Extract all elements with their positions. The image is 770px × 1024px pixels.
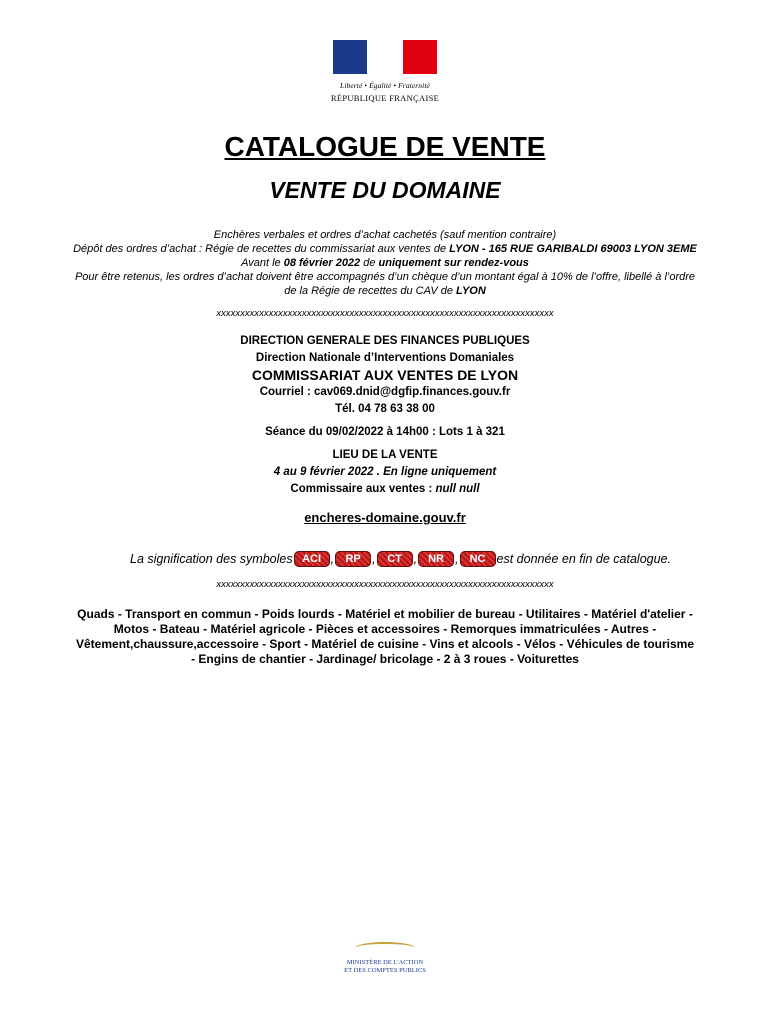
email-contact: Courriel : cav069.dnid@dgfip.finances.gouv.fr xyxy=(259,386,511,398)
intro-line-3: Avant le 08 février 2022 de uniquement sur rendez-vous xyxy=(241,257,529,269)
separator: xxxxxxxxxxxxxxxxxxxxxxxxxxxxxxxxxxxxxxxxxxxxxxxxxxxxxxxxxxxxxxxxxxxxxxx xyxy=(216,308,554,319)
badge-rp: RP xyxy=(335,551,371,567)
republique-francaise-label: RÉPUBLIQUE FRANÇAISE xyxy=(330,93,440,103)
lieu-block xyxy=(0,447,770,498)
categories-line: Motos - Bateau - Matériel agricole - Pièces et accessoires - Remorques immatriculées - Autres - xyxy=(113,622,657,636)
lieu-heading: LIEU DE LA VENTE xyxy=(332,449,438,461)
badge-ct: CT xyxy=(377,551,413,567)
ministere-line-2: ET DES COMPTES PUBLICS xyxy=(344,967,426,974)
categories-line: - Engins de chantier - Jardinage/ bricolage - 2 à 3 roues - Voiturettes xyxy=(191,652,579,666)
marianne-flag-icon xyxy=(333,40,437,74)
commissariat-heading: COMMISSARIAT AUX VENTES DE LYON xyxy=(251,367,519,383)
separator-2: xxxxxxxxxxxxxxxxxxxxxxxxxxxxxxxxxxxxxxxxxxxxxxxxxxxxxxxxxxxxxxxxxxxxxxx xyxy=(216,579,554,590)
categories-list xyxy=(0,607,770,667)
devise: Liberté • Égalité • Fraternité xyxy=(340,81,430,90)
badge-nc: NC xyxy=(460,551,496,567)
organization-block xyxy=(0,333,770,418)
intro-line-2: Dépôt des ordres d’achat : Régie de recettes du commissariat aux ventes de LYON - 165 RUE GARIBALDI 69003 LYON 3EME xyxy=(73,243,697,255)
categories-line: Vêtement,chaussure,accessoire - Sport - Matériel de cuisine - Vins et alcools - Vélos - Véhicules de tourisme xyxy=(76,637,694,651)
symbols-legend: La signification des symboles ACI , RP , CT , NR , NC est donnée en fin de catalogue. xyxy=(130,552,671,566)
seance-info: Séance du 09/02/2022 à 14h00 : Lots 1 à 321 xyxy=(265,426,505,438)
phone-contact: Tél. 04 78 63 38 00 xyxy=(335,403,435,415)
intro-line-1: Enchères verbales et ordres d’achat cachetés (sauf mention contraire) xyxy=(213,229,557,241)
intro-block xyxy=(0,228,770,298)
ministere-logo xyxy=(0,941,770,975)
page-title: CATALOGUE DE VENTE xyxy=(224,131,546,162)
ministere-line-1: MINISTÈRE DE L'ACTION xyxy=(346,959,424,966)
dnid-heading: Direction Nationale d’Interventions Domaniales xyxy=(255,352,515,364)
website-link[interactable]: encheres-domaine.gouv.fr xyxy=(304,510,466,525)
intro-line-4: Pour être retenus, les ordres d’achat doivent être accompagnés d’un chèque d’un montant égal à 10% de l’offre, libellé à l’ordre xyxy=(74,271,696,283)
republique-francaise-logo xyxy=(0,40,770,103)
arc-icon xyxy=(355,942,415,954)
dgfip-heading: DIRECTION GENERALE DES FINANCES PUBLIQUES xyxy=(240,335,530,347)
categories-line: Quads - Transport en commun - Poids lourds - Matériel et mobilier de bureau - Utilitaires - Matériel d'atelier - xyxy=(77,607,693,621)
page-subtitle: VENTE DU DOMAINE xyxy=(269,177,501,203)
lieu-dates: 4 au 9 février 2022 . En ligne uniquement xyxy=(273,466,497,478)
badge-aci: ACI xyxy=(294,551,330,567)
intro-line-5: de la Régie de recettes du CAV de LYON xyxy=(284,285,486,297)
badge-nr: NR xyxy=(418,551,454,567)
commissaire: Commissaire aux ventes : null null xyxy=(290,483,480,495)
